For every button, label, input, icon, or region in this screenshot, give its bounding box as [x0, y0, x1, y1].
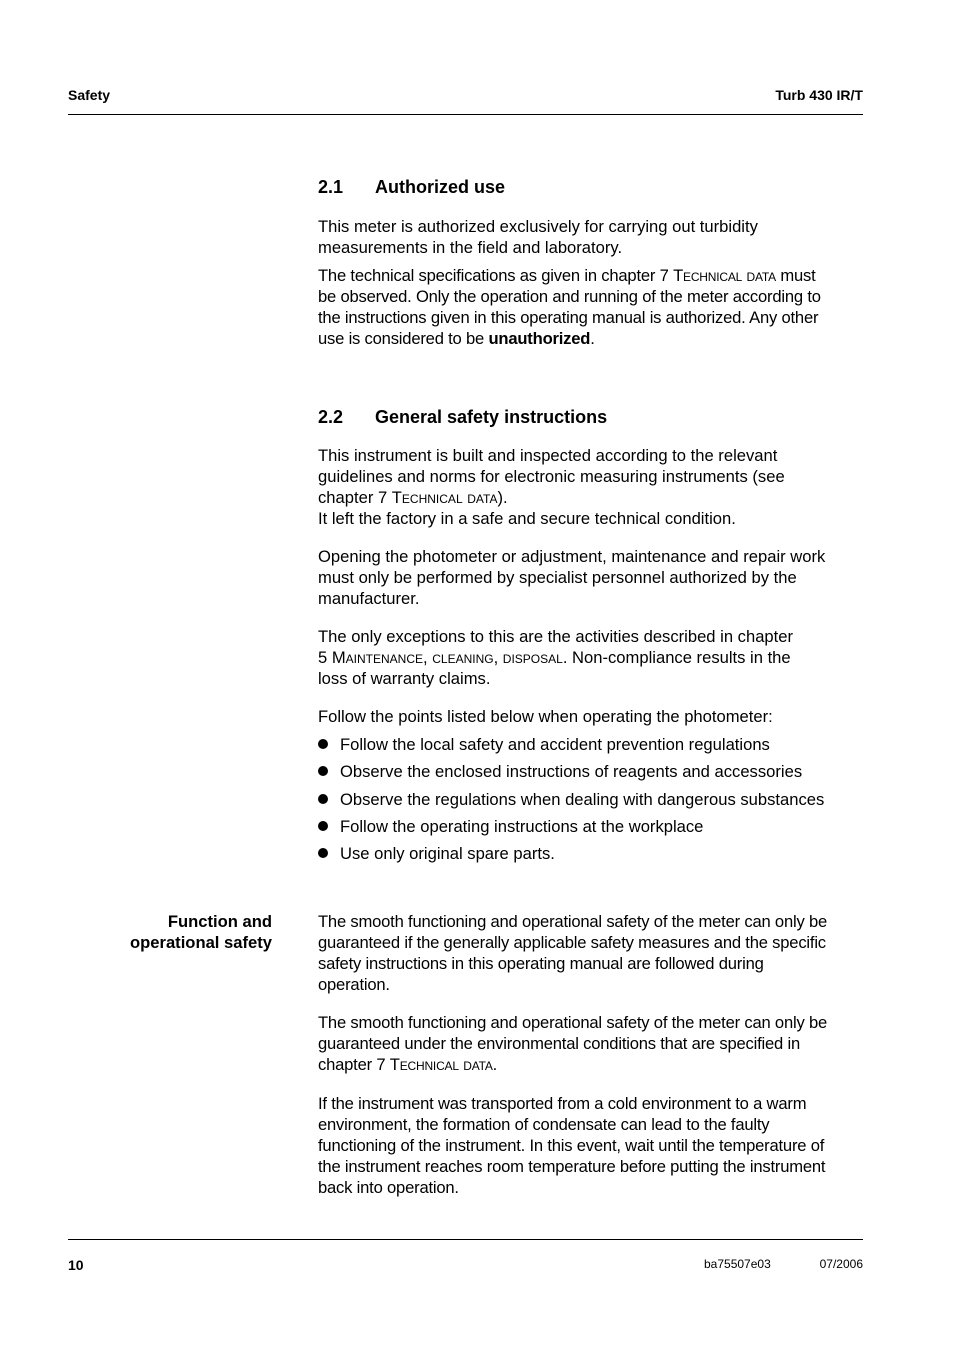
line: manufacturer.	[318, 589, 420, 608]
footer-rule	[68, 1239, 863, 1240]
bullet-icon	[318, 848, 328, 858]
section-title: Authorized use	[375, 177, 506, 197]
header-product: Turb 430 IR/T	[775, 87, 863, 103]
bullet-item	[318, 844, 555, 864]
header-section: Safety	[68, 87, 111, 103]
paragraph	[318, 445, 878, 529]
line: Opening the photometer or adjustment, maintenance and repair work	[318, 547, 826, 566]
line: guaranteed if the generally applicable safety measures and the specific	[318, 933, 826, 952]
bullet-item	[318, 762, 802, 782]
text: 5	[318, 648, 332, 667]
bullet-icon	[318, 821, 328, 831]
line	[318, 647, 878, 668]
header-rule	[68, 114, 863, 115]
bold-text: unauthorized	[488, 329, 591, 348]
line: guaranteed under the environmental conditions that are specified in	[318, 1034, 800, 1053]
paragraph	[318, 265, 878, 349]
text: must	[775, 266, 816, 285]
section-number: 2.1	[318, 177, 344, 197]
line: This meter is authorized exclusively for carrying out turbidity	[318, 217, 758, 236]
bullet-item	[318, 735, 770, 755]
bullet-icon	[318, 766, 328, 776]
line: This instrument is built and inspected according to the relevant	[318, 446, 778, 465]
line	[318, 487, 878, 508]
line: guidelines and norms for electronic measuring instruments (see	[318, 467, 785, 486]
line	[318, 1054, 878, 1075]
line: must only be performed by specialist personnel authorized by the	[318, 568, 797, 587]
paragraph	[318, 911, 878, 995]
line: If the instrument was transported from a cold environment to a warm	[318, 1094, 807, 1113]
chapter-reference[interactable]: Technical data	[391, 488, 498, 507]
line: It left the factory in a safe and secure technical condition.	[318, 509, 736, 528]
line: safety instructions in this operating manual are followed during	[318, 954, 764, 973]
paragraph	[318, 216, 878, 258]
document-id: ba75507e03	[704, 1257, 771, 1271]
paragraph	[318, 546, 878, 609]
line: loss of warranty claims.	[318, 669, 491, 688]
text: use is considered to be	[318, 329, 489, 348]
line: be observed. Only the operation and running of the meter according to	[318, 287, 821, 306]
text: ).	[497, 488, 508, 507]
line: Function and	[167, 912, 272, 931]
bullet-text: Follow the local safety and accident prevention regulations	[340, 735, 770, 754]
line: back into operation.	[318, 1178, 459, 1197]
bullet-text: Use only original spare parts.	[340, 844, 555, 863]
line: environment, the formation of condensate can lead to the faulty	[318, 1115, 770, 1134]
line: the instrument reaches room temperature before putting the instrument	[318, 1157, 826, 1176]
line: measurements in the field and laboratory.	[318, 238, 623, 257]
text: . Non-compliance results in the	[562, 648, 791, 667]
document-date: 07/2006	[819, 1257, 863, 1271]
chapter-reference[interactable]: Maintenance, cleaning, disposal	[331, 648, 563, 667]
paragraph	[318, 626, 878, 689]
text: The technical specifications as given in chapter 7	[318, 266, 674, 285]
line: functioning of the instrument. In this event, wait until the temperature of	[318, 1136, 825, 1155]
paragraph: Follow the points listed below when operating the photometer:	[318, 707, 773, 726]
paragraph	[318, 1012, 878, 1075]
line: operational safety	[129, 933, 272, 952]
bullet-icon	[318, 794, 328, 804]
line: The smooth functioning and operational safety of the meter can only be	[318, 912, 828, 931]
line: operation.	[318, 975, 390, 994]
text: chapter 7	[318, 488, 392, 507]
chapter-reference[interactable]: Technical data	[389, 1055, 493, 1074]
text: .	[590, 329, 595, 348]
bullet-text: Follow the operating instructions at the workplace	[340, 817, 704, 836]
section-number: 2.2	[318, 407, 344, 427]
bullet-item	[318, 790, 824, 810]
bullet-item	[318, 817, 703, 837]
text: .	[492, 1055, 498, 1074]
line	[318, 328, 878, 349]
side-heading	[130, 911, 272, 953]
line: The smooth functioning and operational safety of the meter can only be	[318, 1013, 828, 1032]
line: the instructions given in this operating manual is authorized. Any other	[318, 308, 819, 327]
line: The only exceptions to this are the activities described in chapter	[318, 627, 794, 646]
section-title: General safety instructions	[375, 407, 608, 427]
text: chapter 7	[318, 1055, 390, 1074]
paragraph	[318, 1093, 878, 1198]
bullet-icon	[318, 739, 328, 749]
page-number: 10	[68, 1257, 84, 1273]
line	[318, 265, 878, 286]
bullet-text: Observe the regulations when dealing with dangerous substances	[340, 790, 825, 809]
bullet-text: Observe the enclosed instructions of reagents and accessories	[340, 762, 803, 781]
chapter-reference[interactable]: Technical data	[673, 266, 776, 285]
